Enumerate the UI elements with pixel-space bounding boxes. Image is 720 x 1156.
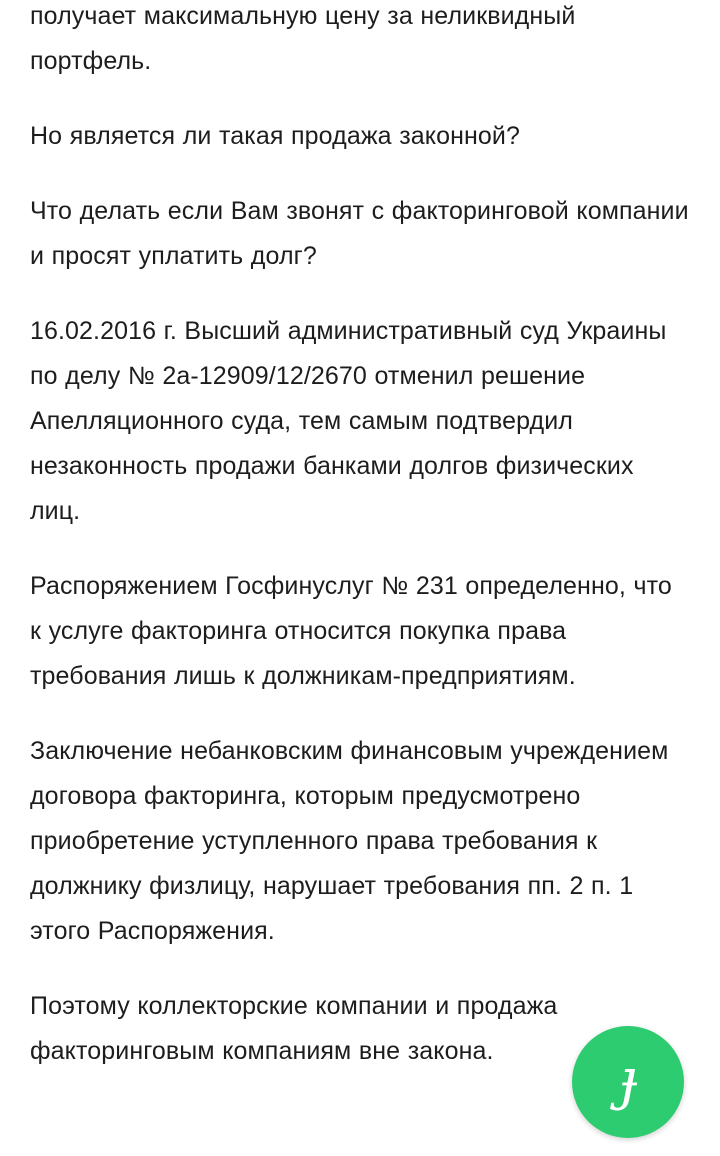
compose-icon: ɟ [619, 1047, 637, 1112]
paragraph: получает максимальную цену за неликвидный портфель. [30, 2, 576, 75]
paragraph: 16.02.2016 г. Высший административный суд Украины по делу № 2а-12909/12/2670 отменил решение Апелляционного суда, тем самым подтвердил незаконность продажи банками долгов физических лиц. [30, 317, 667, 525]
article-body [30, 0, 690, 1074]
floating-action-button[interactable] [572, 1026, 684, 1138]
paragraph: Что делать если Вам звонят с факторинговой компании и просят уплатить долг? [30, 197, 689, 270]
paragraph: Но является ли такая продажа законной? [30, 122, 520, 150]
paragraph: Распоряжением Госфинуслуг № 231 определенно, что к услуге факторинга относится покупка права требования лишь к должникам-предприятиям. [30, 572, 672, 690]
paragraph: Заключение небанковским финансовым учреждением договора факторинга, которым предусмотрено приобретение уступленного права требования к должнику физлицу, нарушает требования пп. 2 п. 1 этого Распоряжения. [30, 737, 669, 945]
paragraph: Поэтому коллекторские компании и продажа факторинговым компаниям вне закона. [30, 992, 558, 1065]
